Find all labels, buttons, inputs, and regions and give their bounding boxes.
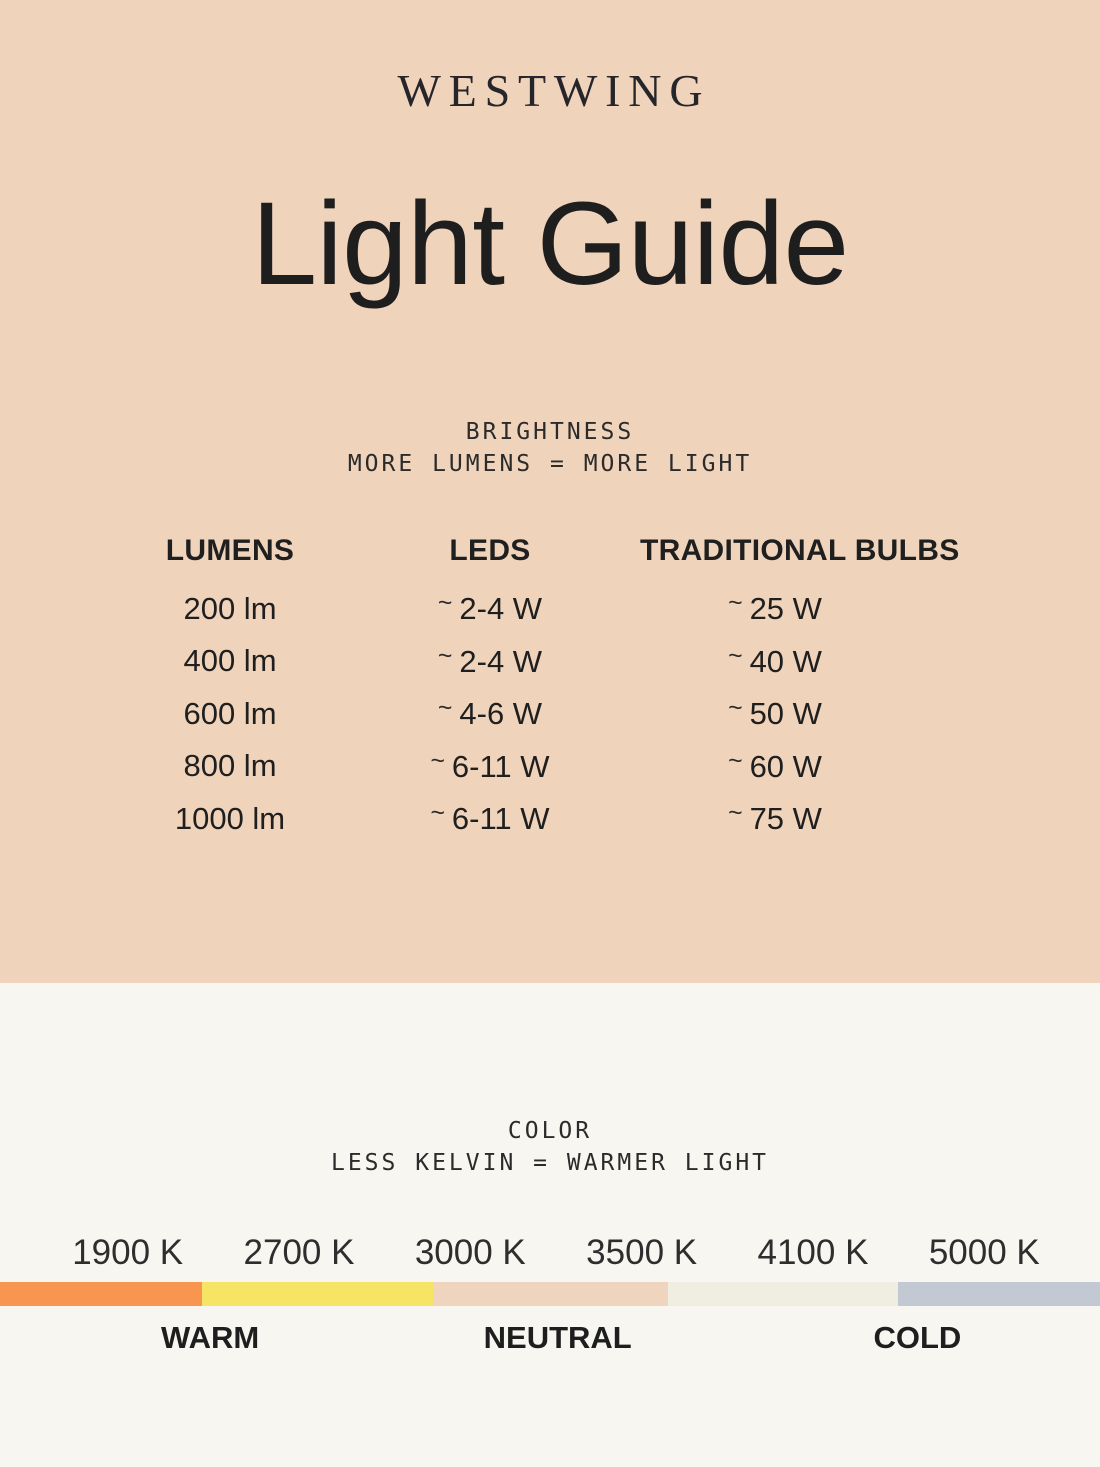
kelvin-label: 3500 K (586, 1233, 698, 1272)
kelvin-label: 3000 K (414, 1233, 526, 1272)
leds-value: ~ 6-11 W (430, 747, 550, 784)
table-row (120, 687, 1100, 740)
bulbs-value: ~ 25 W (728, 590, 822, 627)
table-row (120, 635, 1100, 688)
temperature-labels-row (0, 1306, 1100, 1356)
kelvin-label: 2700 K (243, 1233, 355, 1272)
scale-segment-cold-blue (898, 1282, 1100, 1306)
leds-value: ~ 2-4 W (437, 642, 543, 679)
approx-symbol: ~ (437, 642, 453, 670)
approx-symbol: ~ (728, 590, 743, 618)
kelvin-label: 4100 K (757, 1233, 869, 1272)
approx-symbol: ~ (430, 800, 445, 828)
approx-symbol: ~ (437, 590, 453, 618)
color-heading: COLOR (507, 1118, 593, 1144)
kelvin-label: 5000 K (928, 1233, 1040, 1272)
column-header-lumens: LUMENS (165, 534, 295, 568)
color-temperature-scale-bar (0, 1282, 1100, 1306)
lumens-value: 400 lm (183, 643, 277, 679)
kelvin-label: 1900 K (72, 1233, 184, 1272)
temperature-label-neutral: NEUTRAL (483, 1320, 632, 1355)
column-header-traditional-bulbs: TRADITIONAL BULBS (640, 534, 960, 568)
brightness-header-block (0, 416, 1100, 480)
brand-logo: WESTWING (397, 65, 711, 116)
page-title: Light Guide (251, 177, 849, 310)
approx-symbol: ~ (437, 695, 453, 723)
approx-symbol: ~ (728, 747, 743, 775)
table-header-row (120, 534, 1100, 568)
leds-value: ~ 6-11 W (430, 800, 550, 837)
table-body (120, 582, 1100, 845)
approx-symbol: ~ (430, 747, 445, 775)
bulbs-value: ~ 40 W (728, 642, 822, 679)
lumens-value: 1000 lm (174, 800, 286, 836)
lumens-table (120, 534, 1100, 845)
approx-symbol: ~ (728, 695, 743, 723)
bulbs-value: ~ 60 W (728, 747, 822, 784)
leds-value: ~ 2-4 W (437, 590, 543, 627)
scale-segment-warm-yellow (202, 1282, 433, 1306)
color-section (0, 983, 1100, 1467)
scale-segment-neutral-peach (433, 1282, 667, 1306)
lumens-value: 200 lm (183, 590, 277, 626)
brightness-heading: BRIGHTNESS (465, 419, 635, 446)
bulbs-value: ~ 75 W (728, 800, 822, 837)
temperature-label-cold: COLD (873, 1320, 962, 1355)
temperature-label-warm: WARM (161, 1320, 260, 1355)
lumens-value: 800 lm (183, 748, 277, 784)
scale-segment-neutral-cream (668, 1282, 898, 1306)
bulbs-value: ~ 50 W (728, 695, 822, 732)
table-row (120, 582, 1100, 635)
kelvin-labels-row (0, 1235, 1100, 1270)
approx-symbol: ~ (728, 642, 743, 670)
color-header-block (0, 983, 1100, 1179)
leds-value: ~ 4-6 W (437, 695, 543, 732)
scale-segment-warm-orange (0, 1282, 202, 1306)
lumens-value: 600 lm (183, 695, 277, 731)
approx-symbol: ~ (728, 800, 743, 828)
table-row (120, 792, 1100, 845)
color-subheading: LESS KELVIN = WARMER LIGHT (330, 1150, 770, 1176)
table-row (120, 740, 1100, 793)
column-header-leds: LEDS (449, 534, 531, 568)
brightness-subheading: MORE LUMENS = MORE LIGHT (347, 451, 753, 478)
